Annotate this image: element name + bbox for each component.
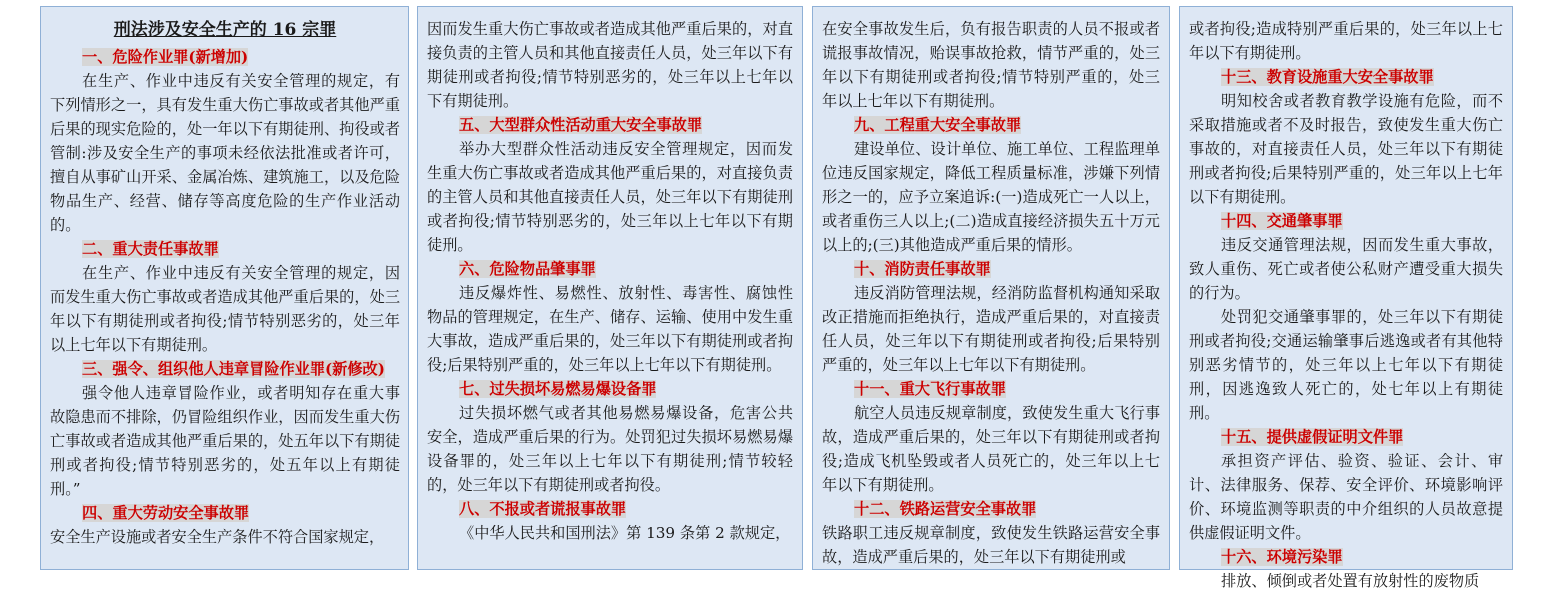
section-heading-9: 九、工程重大安全事故罪 — [854, 116, 1022, 134]
section-heading-12: 十二、铁路运营安全事故罪 — [854, 500, 1037, 518]
section-body-12-continued: 或者拘役;造成特别严重后果的，处三年以上七年以下有期徒刑。 — [1189, 20, 1503, 62]
section-heading-3: 三、强令、组织他人违章冒险作业罪(新修改) — [82, 360, 385, 378]
section-body-4: 安全生产设施或者安全生产条件不符合国家规定， — [50, 528, 385, 546]
section-heading-15: 十五、提供虚假证明文件罪 — [1221, 428, 1404, 446]
section-heading-10: 十、消防责任事故罪 — [854, 260, 991, 278]
section-heading-7: 七、过失损坏易燃易爆设备罪 — [459, 380, 657, 398]
section-body-14b: 处罚犯交通肇事罪的，处三年以下有期徒刑或者拘役;交通运输肇事后逃逸或者有其他特别恶劣情节的，处三年以上七年以下有期徒刑，因逃逸致人死亡的，处七年以上有期徒刑。 — [1189, 308, 1503, 422]
section-body-16: 排放、倾倒或者处置有放射性的废物质 — [1221, 572, 1480, 590]
column-3 — [812, 6, 1170, 570]
section-heading-16: 十六、环境污染罪 — [1221, 548, 1343, 566]
column-1 — [40, 6, 409, 570]
section-body-12: 铁路职工违反规章制度，致使发生铁路运营安全事故，造成严重后果的，处三年以下有期徒刑或 — [822, 524, 1160, 566]
section-body-11: 航空人员违反规章制度，致使发生重大飞行事故，造成严重后果的，处三年以下有期徒刑或者拘役;造成飞机坠毁或者人员死亡的，处三年以上七年以下有期徒刑。 — [822, 404, 1160, 494]
column-4 — [1179, 6, 1513, 590]
section-heading-13: 十三、教育设施重大安全事故罪 — [1221, 68, 1434, 86]
section-heading-8: 八、不报或者谎报事故罪 — [459, 500, 627, 518]
section-heading-2: 二、重大责任事故罪 — [82, 240, 219, 258]
section-body-3: 强令他人违章冒险作业，或者明知存在重大事故隐患而不排除，仍冒险组织作业，因而发生重大伤亡事故或者造成其他严重后果的，处五年以下有期徒刑或者拘役;情节特别恶劣的，处五年以上有期徒刑。” — [50, 384, 400, 498]
section-body-6: 违反爆炸性、易燃性、放射性、毒害性、腐蚀性物品的管理规定，在生产、储存、运输、使用中发生重大事故，造成严重后果的，处三年以下有期徒刑或者拘役;后果特别严重的，处三年以上七年以下有期徒刑。 — [427, 284, 793, 374]
section-heading-4: 四、重大劳动安全事故罪 — [82, 504, 250, 522]
section-body-10: 违反消防管理法规，经消防监督机构通知采取改正措施而拒绝执行，造成严重后果的，对直接责任人员，处三年以下有期徒刑或者拘役;后果特别严重的，处三年以上七年以下有期徒刑。 — [822, 284, 1160, 374]
section-heading-11: 十一、重大飞行事故罪 — [854, 380, 1006, 398]
section-heading-6: 六、危险物品肇事罪 — [459, 260, 596, 278]
section-body-8-continued: 在安全事故发生后，负有报告职责的人员不报或者谎报事故情况，贻误事故抢救，情节严重的，处三年以下有期徒刑或者拘役;情节特别严重的，处三年以上七年以下有期徒刑。 — [822, 20, 1160, 110]
section-heading-14: 十四、交通肇事罪 — [1221, 212, 1343, 230]
section-body-4-continued: 因而发生重大伤亡事故或者造成其他严重后果的，对直接负责的主管人员和其他直接责任人员，处三年以下有期徒刑或者拘役;情节特别恶劣的，处三年以上七年以下有期徒刑。 — [427, 20, 793, 110]
section-body-9: 建设单位、设计单位、施工单位、工程监理单位违反国家规定，降低工程质量标准，涉嫌下列情形之一的，应予立案追诉:(一)造成死亡一人以上，或者重伤三人以上;(二)造成直接经济损失五十万元以上的;(三)其他造成严重后果的情形。 — [822, 140, 1160, 254]
page-title: 刑法涉及安全生产的 16 宗罪 — [113, 20, 337, 40]
column-2 — [417, 6, 803, 570]
section-body-5: 举办大型群众性活动违反安全管理规定，因而发生重大伤亡事故或者造成其他严重后果的，对直接负责的主管人员和其他直接责任人员，处三年以下有期徒刑或者拘役;情节特别恶劣的，处三年以上七年以下有期徒刑。 — [427, 140, 793, 254]
section-body-14a: 违反交通管理法规，因而发生重大事故，致人重伤、死亡或者使公私财产遭受重大损失的行为。 — [1189, 236, 1503, 302]
section-body-7: 过失损坏燃气或者其他易燃易爆设备，危害公共安全，造成严重后果的行为。处罚犯过失损坏易燃易爆设备罪的，处三年以上七年以下有期徒刑;情节较轻的，处三年以下有期徒刑或者拘役。 — [427, 404, 793, 494]
section-body-13: 明知校舍或者教育教学设施有危险，而不采取措施或者不及时报告，致使发生重大伤亡事故的，对直接责任人员，处三年以下有期徒刑或者拘役;后果特别严重的，处三年以上七年以下有期徒刑。 — [1189, 92, 1503, 206]
section-body-2: 在生产、作业中违反有关安全管理的规定，因而发生重大伤亡事故或者造成其他严重后果的，处三年以下有期徒刑或者拘役;情节特别恶劣的，处三年以上七年以下有期徒刑。 — [50, 264, 400, 354]
section-body-1: 在生产、作业中违反有关安全管理的规定，有下列情形之一，具有发生重大伤亡事故或者其他严重后果的现实危险的，处一年以下有期徒刑、拘役或者管制:涉及安全生产的事项未经依法批准或者许可，擅自从事矿山开采、金属冶炼、建筑施工，以及危险物品生产、经营、储存等高度危险的生产作业活动的。 — [50, 72, 400, 234]
section-heading-5: 五、大型群众性活动重大安全事故罪 — [459, 116, 702, 134]
section-body-8: 《中华人民共和国刑法》第 139 条第 2 款规定， — [459, 524, 791, 542]
section-body-15: 承担资产评估、验资、验证、会计、审计、法律服务、保荐、安全评价、环境影响评价、环境监测等职责的中介组织的人员故意提供虚假证明文件。 — [1189, 452, 1503, 542]
section-heading-1: 一、危险作业罪(新增加) — [82, 48, 249, 66]
